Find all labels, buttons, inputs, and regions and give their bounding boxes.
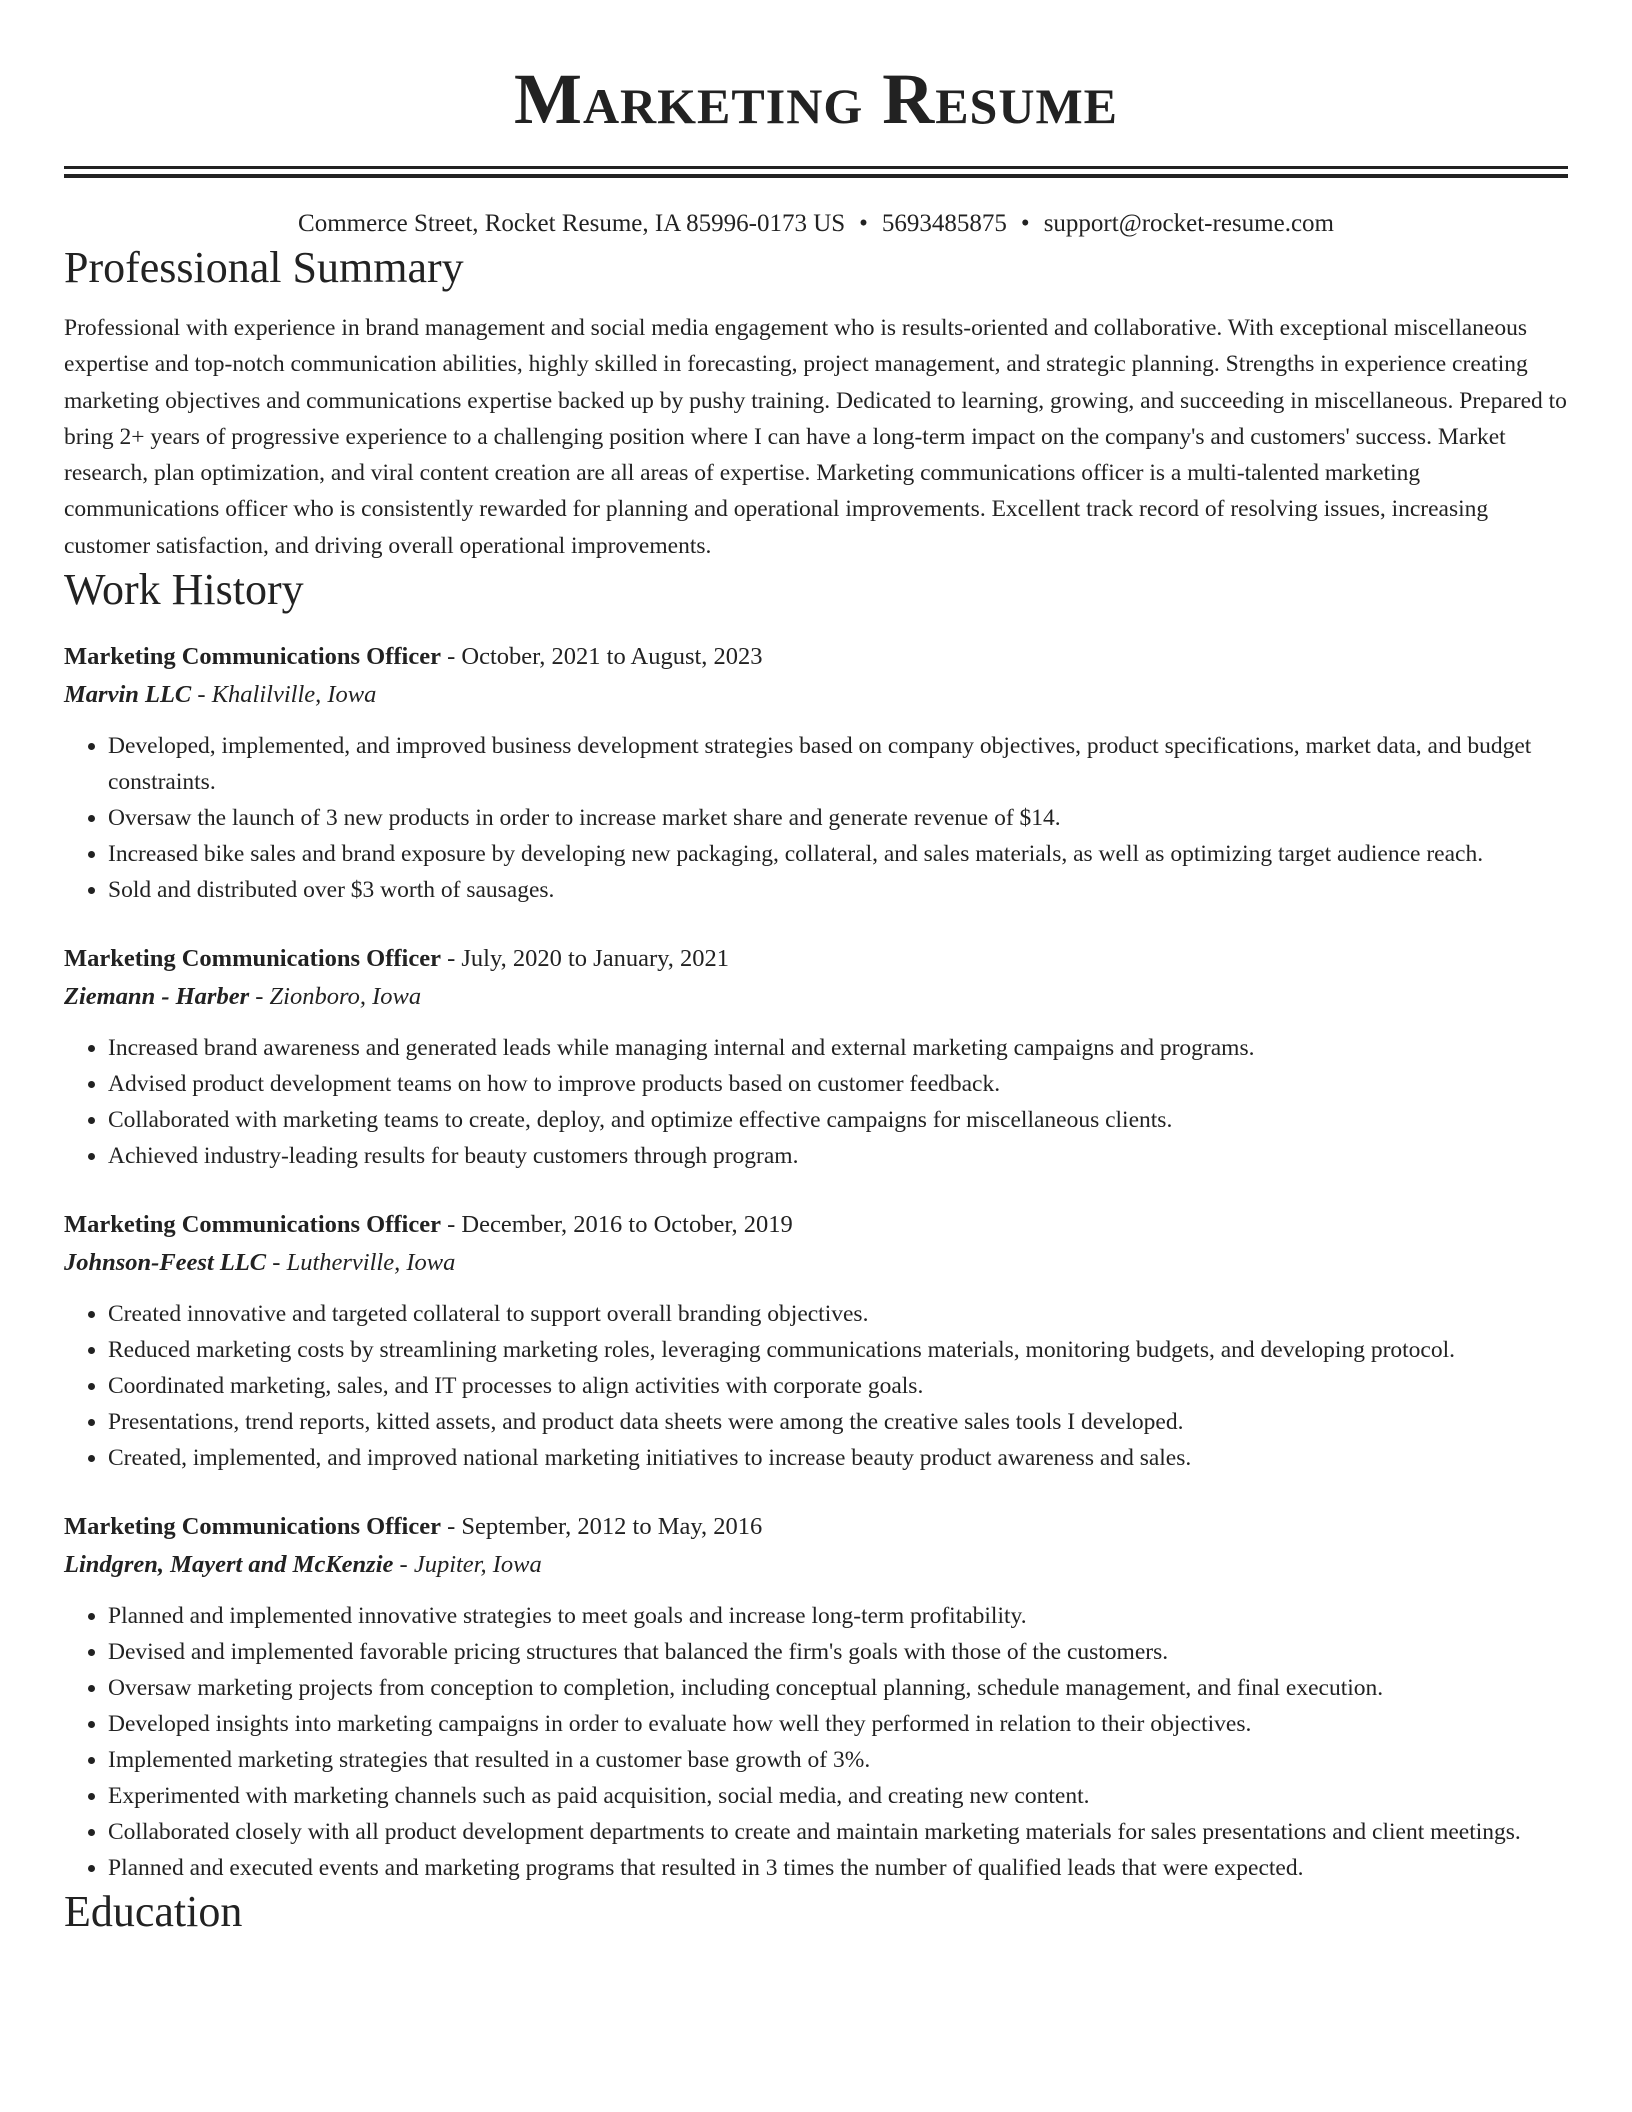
- job-bullet: • Presentations, trend reports, kitted assets, and product data sheets were among the creative sales tools I developed.: [108, 1404, 1568, 1440]
- job-bullet: • Created innovative and targeted collateral to support overall branding objectives.: [108, 1296, 1568, 1332]
- work-history-heading: Work History: [64, 565, 304, 615]
- job-bullet: • Oversaw the launch of 3 new products in order to increase market share and generate revenue of $14.: [108, 800, 1568, 836]
- job-bullet: • Advised product development teams on how to improve products based on customer feedback.: [108, 1066, 1568, 1102]
- job-employer: [64, 1244, 1568, 1282]
- job-employer: [64, 1546, 1568, 1584]
- job-bullet: • Sold and distributed over $3 worth of sausages.: [108, 872, 1568, 908]
- job-bullet: • Collaborated with marketing teams to create, deploy, and optimize effective campaigns for miscellaneous clients.: [108, 1102, 1568, 1138]
- job-bullets: [64, 1296, 1568, 1476]
- job-dates: - September, 2012 to May, 2016: [440, 1513, 763, 1541]
- job-bullets: [64, 1598, 1568, 1886]
- job-bullet: • Planned and executed events and marketing programs that resulted in 3 times the number of qualified leads that were expected.: [108, 1850, 1568, 1886]
- job-bullet: • Increased brand awareness and generated leads while managing internal and external marketing campaigns and programs.: [108, 1030, 1568, 1066]
- job-dates: - December, 2016 to October, 2019: [440, 1211, 793, 1239]
- resume-title: Marketing Resume: [513, 59, 1119, 139]
- job-location: - Jupiter, Iowa: [393, 1551, 542, 1579]
- education-heading: Education: [64, 1887, 243, 1937]
- job-bullet: • Oversaw marketing projects from conception to completion, including conceptual planning, schedule management, and final execution.: [108, 1670, 1568, 1706]
- job-bullet: • Increased bike sales and brand exposure by developing new packaging, collateral, and sales materials, as well as optimizing target audience reach.: [108, 836, 1568, 872]
- job-bullet: • Coordinated marketing, sales, and IT processes to align activities with corporate goals.: [108, 1368, 1568, 1404]
- job-employer: [64, 978, 1568, 1016]
- job-bullet: • Achieved industry-leading results for beauty customers through program.: [108, 1138, 1568, 1174]
- job-title: Marketing Communications Officer: [64, 945, 441, 973]
- title-divider-top: [64, 166, 1568, 169]
- job-header: [64, 638, 1568, 676]
- job-header: [64, 1206, 1568, 1244]
- job-entry: [64, 940, 1568, 1174]
- job-company: Lindgren, Mayert and McKenzie: [64, 1551, 394, 1579]
- job-bullet: • Developed, implemented, and improved business development strategies based on company objectives, product specifications, market data, and budget constraints.: [108, 728, 1568, 800]
- summary-text: Professional with experience in brand management and social media engagement who is results-oriented and collaborative. With exceptional miscellaneous expertise and top-notch communication abilities, highly skilled in forecasting, project management, and strategic planning. Strengths in experience creating marketing objectives and communications expertise backed up by pushy training. Dedicated to learning, growing, and succeeding in miscellaneous. Prepared to bring 2+ years of progressive experience to a challenging position where I can have a long-term impact on the company's and customers' success. Market research, plan optimization, and viral content creation are all areas of expertise. Marketing communications officer is a multi-talented marketing communications officer who is consistently rewarded for planning and operational improvements. Excellent track record of resolving issues, increasing customer satisfaction, and driving overall operational improvements.: [64, 315, 1567, 559]
- job-location: - Khalilville, Iowa: [191, 681, 377, 709]
- job-dates: - July, 2020 to January, 2021: [440, 945, 730, 973]
- job-location: - Zionboro, Iowa: [249, 983, 422, 1011]
- job-bullet: • Planned and implemented innovative strategies to meet goals and increase long-term profitability.: [108, 1598, 1568, 1634]
- resume-page: [64, 0, 1568, 1938]
- job-title: Marketing Communications Officer: [64, 643, 441, 671]
- job-bullet: • Developed insights into marketing campaigns in order to evaluate how well they performed in relation to their objectives.: [108, 1706, 1568, 1742]
- job-company: Ziemann - Harber: [64, 983, 250, 1011]
- job-header: [64, 940, 1568, 978]
- job-bullet: • Implemented marketing strategies that resulted in a customer base growth of 3%.: [108, 1742, 1568, 1778]
- job-bullet: • Created, implemented, and improved national marketing initiatives to increase beauty product awareness and sales.: [108, 1440, 1568, 1476]
- title-divider-bottom: [64, 174, 1568, 178]
- job-location: - Lutherville, Iowa: [266, 1249, 456, 1277]
- contact-separator: •: [859, 210, 868, 237]
- job-dates: - October, 2021 to August, 2023: [440, 643, 763, 671]
- job-bullet: • Devised and implemented favorable pricing structures that balanced the firm's goals with those of the customers.: [108, 1634, 1568, 1670]
- job-bullet: • Collaborated closely with all product development departments to create and maintain marketing materials for sales presentations and client meetings.: [108, 1814, 1568, 1850]
- contact-line: [64, 206, 1568, 242]
- contact-phone: 5693485875: [881, 210, 1007, 237]
- job-entry: [64, 1508, 1568, 1886]
- job-entry: [64, 1206, 1568, 1476]
- job-entry: [64, 638, 1568, 908]
- job-bullets: [64, 728, 1568, 908]
- job-header: [64, 1508, 1568, 1546]
- job-company: Johnson-Feest LLC: [64, 1249, 267, 1277]
- job-bullet: • Reduced marketing costs by streamlining marketing roles, leveraging communications materials, monitoring budgets, and developing protocol.: [108, 1332, 1568, 1368]
- job-company: Marvin LLC: [64, 681, 192, 709]
- job-bullet: • Experimented with marketing channels such as paid acquisition, social media, and creating new content.: [108, 1778, 1568, 1814]
- job-title: Marketing Communications Officer: [64, 1211, 441, 1239]
- job-title: Marketing Communications Officer: [64, 1513, 441, 1541]
- job-bullets: [64, 1030, 1568, 1174]
- contact-address: Commerce Street, Rocket Resume, IA 85996-0173 US: [298, 210, 846, 237]
- job-employer: [64, 676, 1568, 714]
- contact-separator: •: [1020, 210, 1030, 237]
- summary-heading: Professional Summary: [64, 243, 464, 292]
- contact-email[interactable]: support@rocket-resume.com: [1043, 210, 1334, 237]
